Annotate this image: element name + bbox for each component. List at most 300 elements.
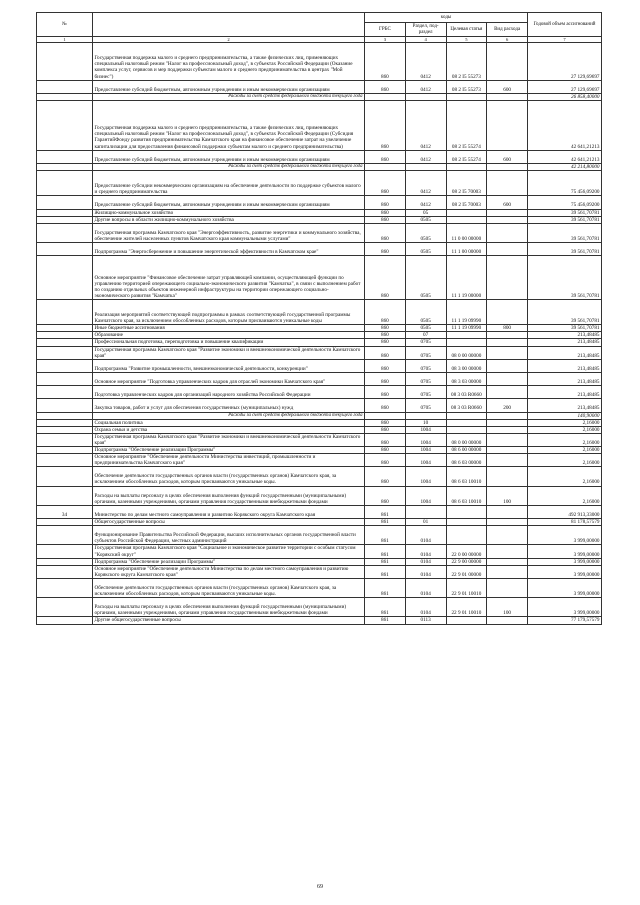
cell-grbs — [365, 412, 406, 419]
cell-vid — [487, 617, 528, 624]
cell-sum: 2,16000 — [528, 433, 602, 446]
header-index-cell: 1 — [37, 37, 93, 43]
table-row — [37, 433, 602, 446]
cell-grbs: 860 — [365, 80, 406, 93]
cell-num — [37, 80, 93, 93]
cell-sum: 213,48485 — [528, 386, 602, 399]
cell-num — [37, 565, 93, 578]
cell-vid — [487, 359, 528, 372]
table-row — [37, 346, 602, 359]
header-index-cell: 5 — [446, 37, 487, 43]
cell-grbs: 860 — [365, 346, 406, 359]
cell-name: Жилищно-коммунальное хозяйство — [93, 209, 365, 216]
cell-sum: 75 456,09200 — [528, 196, 602, 209]
cell-razd: 1004 — [405, 433, 446, 446]
cell-name: Министерство по делам местного самоуправления и развитию Корякского округа Камчатского края — [93, 505, 365, 518]
cell-cs: 22 0 00 00000 — [446, 545, 487, 558]
cell-cs — [446, 617, 487, 624]
cell-grbs: 860 — [365, 100, 406, 150]
cell-vid — [487, 209, 528, 216]
table-row — [37, 617, 602, 624]
cell-vid — [487, 346, 528, 359]
cell-num — [37, 93, 93, 100]
cell-razd: 0705 — [405, 399, 446, 412]
cell-num — [37, 526, 93, 545]
header-index-cell: 3 — [365, 37, 406, 43]
cell-sum: 27 129,69697 — [528, 80, 602, 93]
cell-name: Закупка товаров, работ и услуг для обеспечения государственных (муниципальных) нужд — [93, 399, 365, 412]
cell-razd: 1004 — [405, 426, 446, 433]
header-expense-type: Вид расхода — [487, 23, 528, 37]
cell-sum: 26 858,40000 — [528, 93, 602, 100]
cell-num — [37, 419, 93, 426]
cell-name: Основное мероприятие "Финансовое обеспечение затрат управляющей компании, осуществляющей функции по управлению территорией опережающего социально-экономического развития "Камчатка", в связи с выполнением работ по созданию отдельных объектов инженерной инфраструктуры на территории опережающего социально-экономического развития "Камчатка" — [93, 256, 365, 300]
cell-num — [37, 332, 93, 339]
cell-name: Образование — [93, 332, 365, 339]
cell-cs — [446, 332, 487, 339]
table-row — [37, 256, 602, 300]
cell-name: Подпрограмма "Развитие промышленности, внешнеэкономической деятельности, конкуренции" — [93, 359, 365, 372]
cell-cs: 11 1 19 00000 — [446, 256, 487, 300]
cell-vid — [487, 163, 528, 170]
cell-cs — [446, 426, 487, 433]
cell-num — [37, 196, 93, 209]
cell-razd: 0505 — [405, 243, 446, 256]
cell-num — [37, 426, 93, 433]
cell-sum: 2,16000 — [528, 419, 602, 426]
cell-razd: 0505 — [405, 216, 446, 223]
cell-grbs: 860 — [365, 433, 406, 446]
cell-razd: 0505 — [405, 256, 446, 300]
cell-razd: 1004 — [405, 486, 446, 505]
page-number: 69 — [317, 884, 323, 890]
cell-num: 34 — [37, 505, 93, 518]
cell-name: Охрана семьи и детства — [93, 426, 365, 433]
cell-vid — [487, 339, 528, 346]
table-row — [37, 454, 602, 467]
table-row — [37, 426, 602, 433]
cell-razd: 0705 — [405, 372, 446, 385]
cell-vid: 200 — [487, 399, 528, 412]
header-grbs: ГРБС — [365, 23, 406, 37]
cell-razd: 0104 — [405, 565, 446, 578]
cell-name: Основное мероприятие "Обеспечение деятельности Министерства инвестиций, промышленности и предпринимательства Камчатского края" — [93, 454, 365, 467]
cell-name: Другие общегосударственные вопросы — [93, 617, 365, 624]
table-row — [37, 196, 602, 209]
table-row — [37, 170, 602, 195]
budget-document-page — [36, 12, 602, 625]
cell-vid — [487, 372, 528, 385]
cell-grbs: 860 — [365, 467, 406, 486]
cell-cs — [446, 339, 487, 346]
cell-name: Расходы на выплаты персоналу в целях обеспечения выполнения функций государственными (муниципальными) органами, казенными учреждениями, органами управления государственными внебюджетными фондами — [93, 486, 365, 505]
cell-vid — [487, 446, 528, 453]
budget-table — [36, 12, 602, 625]
cell-razd: 1004 — [405, 467, 446, 486]
cell-num — [37, 412, 93, 419]
cell-num — [37, 256, 93, 300]
cell-razd: 0412 — [405, 196, 446, 209]
cell-vid — [487, 505, 528, 518]
cell-num — [37, 243, 93, 256]
cell-cs: 08 2 I5 55274 — [446, 100, 487, 150]
header-index-cell: 7 — [528, 37, 602, 43]
cell-cs: 11 1 19 09990 — [446, 299, 487, 324]
cell-grbs: 860 — [365, 454, 406, 467]
table-row — [37, 519, 602, 526]
cell-razd — [405, 163, 446, 170]
cell-name: Расходы за счет средств федерального бюджета текущего года — [93, 412, 365, 419]
cell-name: Основное мероприятие "Обеспечение деятельности Министерства по делам местного самоуправления и развитию Корякского округа Камчатского края" — [93, 565, 365, 578]
table-row — [37, 446, 602, 453]
cell-grbs: 860 — [365, 419, 406, 426]
cell-name: Государственная программа Камчатского края "Развитие экономики и внешнеэкономической деятельности Камчатского края" — [93, 433, 365, 446]
cell-grbs: 861 — [365, 578, 406, 597]
cell-grbs: 860 — [365, 386, 406, 399]
cell-sum: 492 913,33000 — [528, 505, 602, 518]
cell-vid — [487, 170, 528, 195]
cell-sum: 3 999,00000 — [528, 598, 602, 617]
cell-vid — [487, 412, 528, 419]
cell-sum: 3 999,00000 — [528, 578, 602, 597]
cell-grbs: 861 — [365, 558, 406, 565]
cell-sum: 213,48485 — [528, 339, 602, 346]
cell-grbs: 861 — [365, 617, 406, 624]
cell-grbs — [365, 93, 406, 100]
cell-cs: 08 2 I5 55273 — [446, 80, 487, 93]
cell-vid — [487, 43, 528, 81]
cell-name: Расходы на выплаты персоналу в целях обеспечения выполнения функций государственными (муниципальными) органами, казенными учреждениями, органами управления государственными внебюджетными фондами — [93, 598, 365, 617]
cell-name: Профессиональная подготовка, переподготовка и повышение квалификации — [93, 339, 365, 346]
cell-name: Основное мероприятие "Подготовка управленческих кадров для отраслей экономики Камчатского края" — [93, 372, 365, 385]
table-row — [37, 419, 602, 426]
table-row — [37, 505, 602, 518]
cell-sum: 39 561,70781 — [528, 325, 602, 332]
header-num: № — [37, 13, 93, 37]
cell-vid — [487, 332, 528, 339]
cell-name: Подпрограмма "Обеспечение реализации Программы" — [93, 446, 365, 453]
table-row — [37, 43, 602, 81]
cell-razd: 0705 — [405, 386, 446, 399]
cell-num — [37, 617, 93, 624]
cell-num — [37, 223, 93, 242]
table-row — [37, 558, 602, 565]
cell-sum: 77 179,57579 — [528, 617, 602, 624]
table-row — [37, 216, 602, 223]
cell-cs: 08 6 03 00000 — [446, 454, 487, 467]
cell-cs — [446, 93, 487, 100]
cell-num — [37, 467, 93, 486]
cell-cs: 08 0 00 00000 — [446, 433, 487, 446]
cell-cs: 08 6 00 00000 — [446, 446, 487, 453]
cell-cs — [446, 505, 487, 518]
cell-sum: 39 561,70781 — [528, 216, 602, 223]
cell-cs: 11 1 19 09990 — [446, 325, 487, 332]
table-row — [37, 332, 602, 339]
cell-grbs: 860 — [365, 339, 406, 346]
cell-sum: 140,90000 — [528, 412, 602, 419]
cell-num — [37, 150, 93, 163]
cell-cs: 22 9 01 10010 — [446, 578, 487, 597]
cell-razd — [405, 93, 446, 100]
cell-cs: 08 6 03 10010 — [446, 467, 487, 486]
cell-razd: 0412 — [405, 100, 446, 150]
cell-num — [37, 359, 93, 372]
cell-grbs: 860 — [365, 216, 406, 223]
cell-sum: 2,16000 — [528, 446, 602, 453]
cell-num — [37, 100, 93, 150]
cell-sum: 39 561,70781 — [528, 256, 602, 300]
cell-razd: 0104 — [405, 598, 446, 617]
cell-num — [37, 399, 93, 412]
cell-name: Социальная политика — [93, 419, 365, 426]
table-row — [37, 467, 602, 486]
cell-name: Обеспечение деятельности государственных органов власти (государственных органов) Камчатского края, за исключением обособленных расходов, которым присваиваются уникальные коды. — [93, 578, 365, 597]
cell-name: Подпрограмма "Обеспечение реализации Программы" — [93, 558, 365, 565]
header-razdel: Раздел, под-раздел — [405, 23, 446, 37]
cell-sum: 213,48485 — [528, 399, 602, 412]
cell-razd: 01 — [405, 519, 446, 526]
table-row — [37, 386, 602, 399]
cell-name: Расходы за счет средств федерального бюджета текущего года — [93, 163, 365, 170]
cell-name: Государственная программа Камчатского края "Социальное и экономическое развитие территории с особым статусом "Корякский округ" — [93, 545, 365, 558]
cell-cs: 08 6 03 10010 — [446, 486, 487, 505]
cell-razd: 1004 — [405, 446, 446, 453]
cell-name: Предоставление субсидий бюджетным, автономным учреждениям и иным некоммерческим организациям — [93, 196, 365, 209]
cell-razd: 0113 — [405, 617, 446, 624]
table-row — [37, 325, 602, 332]
cell-num — [37, 558, 93, 565]
cell-sum: 39 561,70781 — [528, 209, 602, 216]
cell-cs: 08 3 03 R0660 — [446, 386, 487, 399]
cell-grbs: 861 — [365, 519, 406, 526]
cell-name: Государственная поддержка малого и среднего предпринимательства, а также физических лиц, применяющих специальный налоговый режим "Налог на профессиональный доход", в субъектах Российской Федерации (Субсидия ГарантийФонду развития предпринимательства Камчатского края на финансовое обеспечение затрат на увеличение капитализации для предоставления финансовой поддержки субъектам малого и среднего предпринимательства) — [93, 100, 365, 150]
cell-num — [37, 578, 93, 597]
table-row — [37, 545, 602, 558]
cell-razd: 0104 — [405, 545, 446, 558]
cell-vid — [487, 565, 528, 578]
cell-grbs: 860 — [365, 196, 406, 209]
cell-cs: 11 0 00 00000 — [446, 223, 487, 242]
cell-vid: 600 — [487, 196, 528, 209]
cell-sum: 3 999,00000 — [528, 526, 602, 545]
cell-razd: 1004 — [405, 454, 446, 467]
cell-razd: 07 — [405, 332, 446, 339]
cell-razd: 0104 — [405, 526, 446, 545]
cell-razd: 0412 — [405, 170, 446, 195]
cell-razd: 0705 — [405, 346, 446, 359]
cell-grbs: 860 — [365, 299, 406, 324]
cell-cs: 08 2 I5 70003 — [446, 196, 487, 209]
cell-grbs: 860 — [365, 426, 406, 433]
table-row — [37, 243, 602, 256]
cell-name: Государственная программа Камчатского края "Энергоэффективность, развитие энергетики и коммунального хозяйства, обеспечение жителей населенных пунктов Камчатского края коммунальными услугами" — [93, 223, 365, 242]
cell-name: Иные бюджетные ассигнования — [93, 325, 365, 332]
cell-razd: 0505 — [405, 299, 446, 324]
cell-vid: 100 — [487, 486, 528, 505]
cell-razd: 0505 — [405, 223, 446, 242]
cell-grbs: 860 — [365, 325, 406, 332]
cell-vid — [487, 558, 528, 565]
table-row — [37, 150, 602, 163]
cell-razd: 0412 — [405, 80, 446, 93]
cell-vid — [487, 299, 528, 324]
cell-num — [37, 454, 93, 467]
cell-sum: 2,16000 — [528, 426, 602, 433]
cell-name: Предоставление субсидий бюджетным, автономным учреждениям и иным некоммерческим организациям — [93, 80, 365, 93]
cell-name: Государственная поддержка малого и среднего предпринимательства, а также физических лиц, применяющих специальный налоговый режим "Налог на профессиональный доход", в субъектах Российской Федерации (Оказание комплекса услуг, сервисов и мер поддержки субъектам малого и среднего предпринимательства в центрах "Мой бизнес") — [93, 43, 365, 81]
cell-grbs: 860 — [365, 399, 406, 412]
cell-vid — [487, 243, 528, 256]
cell-cs: 08 3 03 R0660 — [446, 399, 487, 412]
cell-vid — [487, 578, 528, 597]
cell-cs: 08 2 I5 55274 — [446, 150, 487, 163]
cell-vid: 600 — [487, 150, 528, 163]
cell-cs — [446, 519, 487, 526]
cell-num — [37, 433, 93, 446]
cell-cs: 08 0 00 00000 — [446, 346, 487, 359]
cell-razd: 0705 — [405, 339, 446, 346]
table-row — [37, 100, 602, 150]
cell-vid — [487, 433, 528, 446]
cell-cs — [446, 163, 487, 170]
cell-cs — [446, 216, 487, 223]
cell-num — [37, 216, 93, 223]
table-row — [37, 339, 602, 346]
cell-vid — [487, 454, 528, 467]
cell-vid — [487, 216, 528, 223]
cell-num — [37, 299, 93, 324]
cell-cs — [446, 526, 487, 545]
cell-grbs: 860 — [365, 486, 406, 505]
cell-razd: 0705 — [405, 359, 446, 372]
table-row — [37, 223, 602, 242]
cell-sum: 213,48485 — [528, 359, 602, 372]
cell-name: Расходы за счет средств федерального бюджета текущего года — [93, 93, 365, 100]
cell-num — [37, 446, 93, 453]
cell-vid — [487, 419, 528, 426]
cell-name: Функционирование Правительства Российской Федерации, высших исполнительных органов государственной власти субъектов Российской Федерации, местных администраций — [93, 526, 365, 545]
cell-sum: 213,48485 — [528, 346, 602, 359]
cell-num — [37, 163, 93, 170]
cell-cs: 22 9 00 00000 — [446, 558, 487, 565]
cell-sum: 42 214,80000 — [528, 163, 602, 170]
cell-razd: 10 — [405, 419, 446, 426]
header-name — [93, 13, 365, 37]
cell-grbs — [365, 163, 406, 170]
cell-vid — [487, 545, 528, 558]
table-row — [37, 209, 602, 216]
cell-num — [37, 519, 93, 526]
cell-sum: 39 561,70781 — [528, 243, 602, 256]
cell-num — [37, 170, 93, 195]
table-note-row — [37, 163, 602, 170]
cell-razd — [405, 412, 446, 419]
table-note-row — [37, 412, 602, 419]
table-row — [37, 80, 602, 93]
cell-sum: 213,48485 — [528, 332, 602, 339]
cell-grbs: 860 — [365, 332, 406, 339]
cell-grbs: 860 — [365, 359, 406, 372]
cell-razd: 0104 — [405, 558, 446, 565]
cell-cs: 22 9 01 00000 — [446, 565, 487, 578]
header-index-cell: 2 — [93, 37, 365, 43]
cell-sum: 2,16000 — [528, 454, 602, 467]
cell-vid — [487, 467, 528, 486]
cell-grbs: 860 — [365, 209, 406, 216]
header-codes: коды — [365, 13, 528, 23]
cell-grbs: 861 — [365, 505, 406, 518]
cell-cs: 11 1 00 00000 — [446, 243, 487, 256]
cell-name: Реализация мероприятий соответствующей подпрограммы в рамках соответствующей государственной программы Камчатского края, за исключением обособленных расходов, которым присваиваются уникальные коды — [93, 299, 365, 324]
table-row — [37, 526, 602, 545]
cell-name: Другие вопросы в области жилищно-коммунального хозяйства — [93, 216, 365, 223]
cell-num — [37, 486, 93, 505]
cell-razd: 0505 — [405, 325, 446, 332]
table-row — [37, 299, 602, 324]
cell-name: Предоставление субсидий бюджетным, автономным учреждениям и иным некоммерческим организациям — [93, 150, 365, 163]
cell-vid — [487, 526, 528, 545]
cell-name: Государственная программа Камчатского края "Развитие экономики и внешнеэкономической деятельности Камчатского края" — [93, 346, 365, 359]
cell-vid — [487, 93, 528, 100]
cell-name: Обеспечение деятельности государственных органов власти (государственных органов) Камчатского края, за исключением обособленных расходов, которым присваиваются уникальные коды. — [93, 467, 365, 486]
cell-num — [37, 339, 93, 346]
cell-grbs: 860 — [365, 43, 406, 81]
cell-sum: 3 999,00000 — [528, 558, 602, 565]
table-row — [37, 399, 602, 412]
cell-sum: 2,16000 — [528, 486, 602, 505]
cell-vid: 600 — [487, 80, 528, 93]
cell-grbs: 860 — [365, 170, 406, 195]
cell-cs — [446, 419, 487, 426]
table-row — [37, 565, 602, 578]
cell-cs: 22 9 01 10010 — [446, 598, 487, 617]
cell-vid — [487, 386, 528, 399]
table-row — [37, 359, 602, 372]
cell-vid: 100 — [487, 598, 528, 617]
cell-grbs: 860 — [365, 446, 406, 453]
table-row — [37, 578, 602, 597]
cell-razd — [405, 505, 446, 518]
cell-razd: 05 — [405, 209, 446, 216]
cell-grbs: 860 — [365, 256, 406, 300]
cell-num — [37, 545, 93, 558]
cell-sum: 42 641,21213 — [528, 100, 602, 150]
header-index-cell: 4 — [405, 37, 446, 43]
cell-grbs: 860 — [365, 150, 406, 163]
cell-sum: 3 999,00000 — [528, 545, 602, 558]
cell-num — [37, 346, 93, 359]
cell-sum: 42 641,21213 — [528, 150, 602, 163]
cell-vid: 800 — [487, 325, 528, 332]
cell-vid — [487, 519, 528, 526]
cell-cs — [446, 209, 487, 216]
cell-vid — [487, 100, 528, 150]
cell-num — [37, 209, 93, 216]
cell-razd: 0412 — [405, 150, 446, 163]
table-row — [37, 598, 602, 617]
cell-grbs: 861 — [365, 526, 406, 545]
cell-razd: 0412 — [405, 43, 446, 81]
cell-num — [37, 325, 93, 332]
cell-name: Подпрограмма "Энергосбережение и повышение энергетической эффективности в Камчатском крае" — [93, 243, 365, 256]
header-index-cell: 6 — [487, 37, 528, 43]
cell-sum: 3 999,00000 — [528, 565, 602, 578]
cell-sum: 27 129,69697 — [528, 43, 602, 81]
table-body — [37, 43, 602, 625]
cell-num — [37, 43, 93, 81]
table-note-row — [37, 93, 602, 100]
